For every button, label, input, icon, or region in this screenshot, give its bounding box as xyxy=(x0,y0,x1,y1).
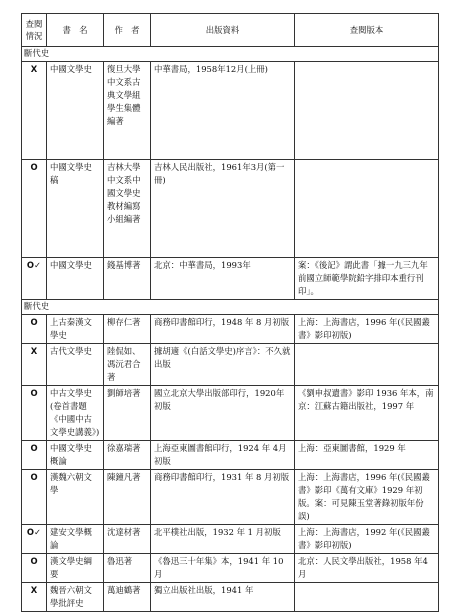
bibliography-table xyxy=(21,13,439,612)
table-row xyxy=(22,554,439,583)
status-cell: X xyxy=(22,583,47,612)
status-cell: O xyxy=(22,554,47,583)
title-cell: 中古文學史(卷首書題《中國中古文學史講義》) xyxy=(47,386,104,441)
checked-cell: 案：《後記》謂此書「據一九三九年前國立師範學院鉛字排印本重行刊印」。 xyxy=(295,258,439,300)
title-cell: 漢魏六朝文學 xyxy=(47,470,104,525)
status-cell: O xyxy=(22,470,47,525)
table-row xyxy=(22,583,439,612)
header-status: 查閱情況 xyxy=(22,14,47,47)
checked-cell xyxy=(295,62,439,160)
table-row xyxy=(22,160,439,258)
section-label: 斷代史 xyxy=(22,47,439,62)
author-cell: 魯迅著 xyxy=(104,554,151,583)
publication-cell: 商務印書館印行，1948 年 8 月初版 xyxy=(151,315,295,344)
status-cell: X xyxy=(22,344,47,386)
table-row xyxy=(22,525,439,554)
author-cell: 錢基博著 xyxy=(104,258,151,300)
status-cell: O xyxy=(22,386,47,441)
section-label: 斷代史 xyxy=(22,300,439,315)
status-cell: O xyxy=(22,441,47,470)
header-author: 作 者 xyxy=(104,14,151,47)
author-cell: 萬迪鶴著 xyxy=(104,583,151,612)
checked-cell: 北京：人民文學出版社，1958 年4 月 xyxy=(295,554,439,583)
checked-cell xyxy=(295,583,439,612)
publication-cell: 商務印書館印行，1931 年 8 月初版 xyxy=(151,470,295,525)
table-row xyxy=(22,386,439,441)
checked-cell: 上海：亞東圖書館，1929 年 xyxy=(295,441,439,470)
title-cell: 古代文學史 xyxy=(47,344,104,386)
header-publication: 出版資料 xyxy=(151,14,295,47)
title-cell: 魏晉六朝文學批評史 xyxy=(47,583,104,612)
publication-cell: 中華書局，1958年12月(上冊) xyxy=(151,62,295,160)
author-cell: 柳存仁著 xyxy=(104,315,151,344)
title-cell: 中國文學史概論 xyxy=(47,441,104,470)
publication-cell: 北平樸社出版，1932 年 1 月初版 xyxy=(151,525,295,554)
status-cell: O xyxy=(22,315,47,344)
checked-cell xyxy=(295,344,439,386)
table-row xyxy=(22,258,439,300)
title-cell: 上古秦漢文學史 xyxy=(47,315,104,344)
header-row xyxy=(22,14,439,47)
status-cell: X xyxy=(22,62,47,160)
section-row xyxy=(22,47,439,62)
title-cell: 中國文學史稿 xyxy=(47,160,104,258)
checked-cell: 上海：上海書店，1996 年(《民國叢書》影印初版) xyxy=(295,315,439,344)
checked-cell: 上海：上海書店，1996 年(《民國叢書》影印《萬有文庫》1929 年初版。案：可見陳玉堂著錄初版年份誤) xyxy=(295,470,439,525)
checked-cell xyxy=(295,160,439,258)
table-row xyxy=(22,315,439,344)
publication-cell: 上海亞東圖書館印行，1924 年 4月初版 xyxy=(151,441,295,470)
table-row xyxy=(22,441,439,470)
header-checked-edition: 查閱版本 xyxy=(295,14,439,47)
header-title: 書 名 xyxy=(47,14,104,47)
status-cell: O✓ xyxy=(22,525,47,554)
table-row xyxy=(22,62,439,160)
status-cell: O✓ xyxy=(22,258,47,300)
title-cell: 漢文學史綱要 xyxy=(47,554,104,583)
author-cell: 徐嘉瑞著 xyxy=(104,441,151,470)
author-cell: 吉林大學中文系中國文學史教材編寫小組編著 xyxy=(104,160,151,258)
title-cell: 中國文學史 xyxy=(47,258,104,300)
publication-cell: 吉林人民出版社，1961年3月(第一冊) xyxy=(151,160,295,258)
author-cell: 陸侃如、馮沅君合著 xyxy=(104,344,151,386)
publication-cell: 獨立出版社出版，1941 年 xyxy=(151,583,295,612)
status-cell: O xyxy=(22,160,47,258)
publication-cell: 據胡適《(白話文學史)序言》：不久就出版 xyxy=(151,344,295,386)
title-cell: 建安文學概論 xyxy=(47,525,104,554)
table-row xyxy=(22,344,439,386)
author-cell: 陳鐘凡著 xyxy=(104,470,151,525)
checked-cell: 上海：上海書店，1992 年(《民國叢書》影印初版) xyxy=(295,525,439,554)
section-row xyxy=(22,300,439,315)
publication-cell: 《魯迅三十年集》本，1941 年 10月 xyxy=(151,554,295,583)
publication-cell: 北京：中華書局，1993年 xyxy=(151,258,295,300)
title-cell: 中國文學史 xyxy=(47,62,104,160)
author-cell: 沈達材著 xyxy=(104,525,151,554)
publication-cell: 國立北京大學出版部印行，1920年初版 xyxy=(151,386,295,441)
table-row xyxy=(22,470,439,525)
author-cell: 復旦大學中文系古典文學組學生集體編著 xyxy=(104,62,151,160)
checked-cell: 《劉申叔遺書》影印 1936 年本，南京：江蘇古籍出版社，1997 年 xyxy=(295,386,439,441)
author-cell: 劉師培著 xyxy=(104,386,151,441)
